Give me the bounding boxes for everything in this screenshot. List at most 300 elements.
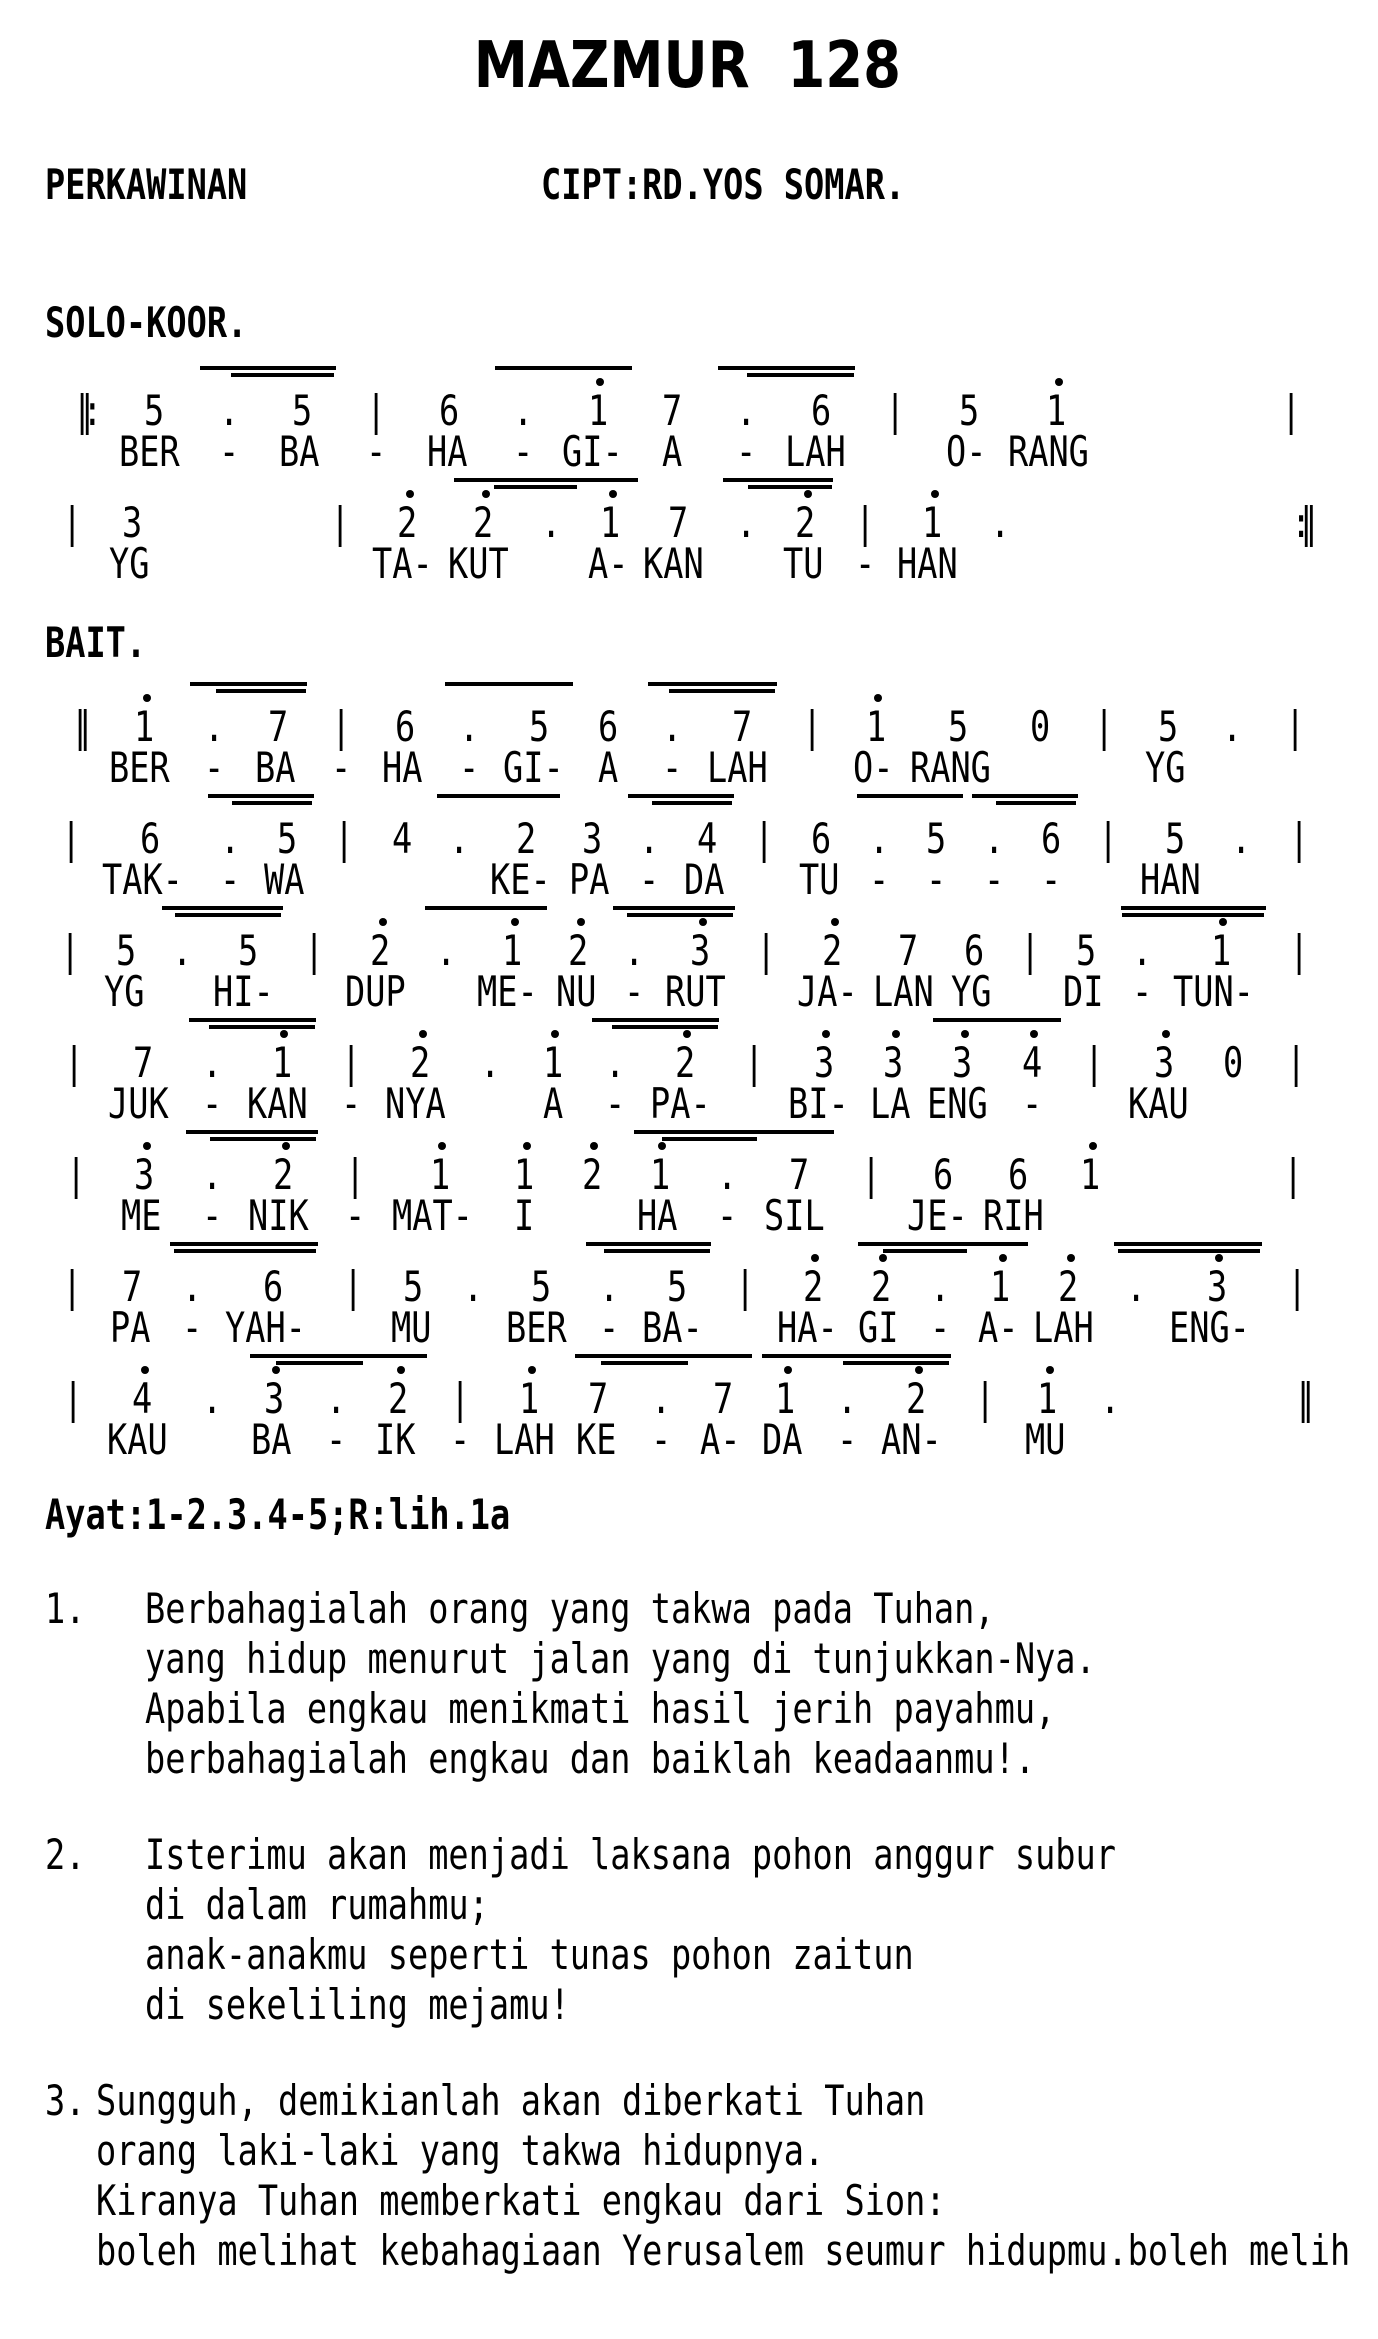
note <box>109 678 185 790</box>
beam <box>579 678 643 692</box>
lyric-syllable: LAH <box>1033 1303 1094 1352</box>
lyric-syllable: - <box>458 743 480 792</box>
barline <box>324 1126 392 1238</box>
note <box>268 362 342 474</box>
lyric-syllable: O- <box>946 427 987 476</box>
verse-line: Berbahagialah orang yang takwa pada Tuhan, <box>145 1584 995 1633</box>
note <box>1169 1238 1270 1350</box>
octave-dot <box>1109 376 1256 389</box>
duration-dot <box>165 1238 225 1350</box>
lyric-syllable: A <box>662 427 683 476</box>
note <box>643 474 719 586</box>
beam <box>665 902 741 916</box>
notation-glyph: | <box>1094 702 1115 751</box>
page-title-text: MAZMUR 128 <box>473 29 902 103</box>
duration-dot <box>819 1350 881 1462</box>
note <box>788 1014 864 1126</box>
notation-glyph: 0 <box>1223 1038 1244 1087</box>
duration-dot <box>973 474 1032 586</box>
verse-block <box>45 1584 1378 1784</box>
notation-glyph: 1 <box>865 702 886 751</box>
notation-glyph: 5 <box>276 814 298 863</box>
lyric-syllable: - <box>331 743 352 792</box>
beam <box>1109 362 1256 376</box>
lyric-syllable: - <box>345 1191 366 1240</box>
lyric-syllable: - <box>325 1415 347 1464</box>
lyric-syllable: - <box>639 855 660 904</box>
note <box>1025 790 1082 902</box>
lyric-syllable: HI- <box>213 967 274 1016</box>
notation-glyph: . <box>463 1262 484 1311</box>
note <box>846 678 910 790</box>
note <box>570 1350 632 1462</box>
notation-glyph: 1 <box>587 386 608 435</box>
spacer <box>1033 474 1271 586</box>
notation-glyph: 6 <box>1040 814 1062 863</box>
notation-glyph: | <box>860 1150 882 1199</box>
lyric-syllable: LA <box>870 1079 911 1128</box>
lyric-syllable: - <box>341 1079 362 1128</box>
beam <box>1204 1014 1267 1028</box>
beam <box>838 474 897 488</box>
verse-reference: Ayat:1-2.3.4-5;R:lih.1a <box>45 1490 511 1539</box>
beam <box>490 790 566 804</box>
notation-glyph: | <box>754 814 775 863</box>
verse-line: Sungguh, demikianlah akan diberkati Tuhan <box>95 2076 925 2125</box>
beam <box>778 474 837 488</box>
barline <box>1075 678 1139 790</box>
notation-glyph: 6 <box>140 814 161 863</box>
notation-line <box>45 1350 1330 1462</box>
note <box>785 362 861 474</box>
note <box>983 1126 1059 1238</box>
lyric-syllable: KAN <box>246 1079 308 1128</box>
lyric-syllable: BER <box>108 743 170 792</box>
duration-dot <box>609 902 665 1014</box>
note <box>493 1126 561 1238</box>
notation-glyph: 3 <box>582 814 603 863</box>
beam <box>322 1014 385 1028</box>
notation-glyph: 5 <box>238 926 259 975</box>
lyric-syllable: A- <box>977 1303 1019 1352</box>
beam <box>853 790 910 804</box>
beam <box>376 790 433 804</box>
lyric-syllable: KAU <box>107 1415 168 1464</box>
notation-glyph: 5 <box>1157 702 1179 751</box>
beam <box>707 678 783 692</box>
notation-glyph: | <box>343 1262 364 1311</box>
notation-glyph: 7 <box>133 1038 154 1087</box>
note <box>345 902 421 1014</box>
note <box>104 474 163 586</box>
notation-glyph: 7 <box>712 1374 734 1423</box>
verse-line: di sekeliling mejamu! <box>145 1980 570 2029</box>
beam <box>372 474 448 488</box>
beam <box>949 902 1005 916</box>
barline <box>1066 1014 1129 1126</box>
barline <box>1268 1350 1330 1462</box>
notation-glyph: . <box>512 386 534 435</box>
notation-glyph: . <box>598 1262 620 1311</box>
duration-dot <box>1202 678 1266 790</box>
barline <box>45 1126 113 1238</box>
barline <box>312 678 376 790</box>
notation-glyph: . <box>458 702 480 751</box>
note <box>650 1014 726 1126</box>
notation-glyph: | <box>365 386 386 435</box>
notation-glyph: 1 <box>990 1262 1011 1311</box>
lyric-syllable: PA <box>569 855 610 904</box>
notation-line <box>45 1238 1330 1350</box>
beam <box>45 902 101 916</box>
note <box>910 678 1011 790</box>
notation-glyph: | <box>1283 1150 1304 1199</box>
lyric-syllable: ENG- <box>1168 1303 1250 1352</box>
lyric-syllable: TAK- <box>102 855 184 904</box>
beam <box>225 1238 326 1252</box>
lyric-syllable: DUP <box>345 967 406 1016</box>
beam <box>632 1350 694 1364</box>
notation-glyph: 1 <box>271 1038 293 1087</box>
beam <box>164 474 313 488</box>
note <box>370 1350 432 1462</box>
beam <box>1019 1350 1081 1364</box>
notation-glyph: 6 <box>811 814 832 863</box>
notation-line <box>45 1014 1330 1126</box>
notation-glyph: 7 <box>267 702 288 751</box>
notation-glyph: 2 <box>870 1262 891 1311</box>
beam <box>927 1014 1003 1028</box>
note <box>490 790 566 902</box>
lyric-syllable: HAN <box>1139 855 1201 904</box>
duration-dot <box>524 474 583 586</box>
note <box>1003 1014 1066 1126</box>
lyric-syllable: A- <box>587 539 629 588</box>
lyric-syllable: JUK <box>107 1079 169 1128</box>
beam <box>846 678 910 692</box>
barline <box>717 1238 777 1350</box>
beam <box>105 1238 165 1252</box>
beam <box>1081 1350 1143 1364</box>
notation-glyph: 5 <box>528 702 549 751</box>
notation-glyph: | <box>744 1038 765 1087</box>
notation-glyph: 7 <box>789 1150 810 1199</box>
notation-glyph: 6 <box>963 926 985 975</box>
notation-glyph: 6 <box>932 1150 953 1199</box>
lyric-syllable: NU <box>555 967 597 1016</box>
notation-glyph: 1 <box>519 1374 540 1423</box>
notation-glyph: 5 <box>1076 926 1097 975</box>
lyric-syllable: A <box>598 743 619 792</box>
notation-line <box>45 1126 1330 1238</box>
notation-glyph: | <box>63 1374 84 1423</box>
verse-lines <box>96 2076 1378 2276</box>
notation-glyph: | <box>734 1262 755 1311</box>
beam <box>119 362 195 376</box>
barline <box>45 902 101 1014</box>
notation-glyph: | <box>975 1374 996 1423</box>
lyric-syllable: - <box>650 1415 671 1464</box>
beam <box>1005 902 1061 916</box>
lyric-syllable: ENG <box>926 1079 988 1128</box>
barline <box>326 1238 386 1350</box>
lyric-syllable: IK <box>375 1415 416 1464</box>
notation-glyph: 1 <box>600 498 621 547</box>
duration-dot <box>623 790 680 902</box>
verse-line: di dalam rumahmu; <box>145 1880 489 1929</box>
notation-glyph: || <box>70 702 81 751</box>
notation-glyph: 3 <box>1153 1038 1174 1087</box>
beam <box>566 790 623 804</box>
verse-number: 1. <box>45 1584 86 1633</box>
verses <box>45 1584 1378 2276</box>
notation-glyph: 4 <box>1021 1038 1042 1087</box>
notation-glyph: | <box>756 926 777 975</box>
duration-dot <box>440 678 504 790</box>
notation-glyph: 1 <box>502 926 523 975</box>
beam <box>45 678 109 692</box>
beam <box>183 1350 245 1364</box>
lyric-syllable: - <box>202 1079 223 1128</box>
notation-glyph: 6 <box>439 386 460 435</box>
beam <box>1082 790 1139 804</box>
notation-glyph: 1 <box>1046 386 1067 435</box>
duration-dot <box>587 1014 650 1126</box>
notation-glyph: 2 <box>568 926 589 975</box>
beam <box>650 1014 726 1028</box>
lyric-syllable: JA- <box>796 967 858 1016</box>
notation-glyph: . <box>1099 1374 1120 1423</box>
section-label-bait: BAIT. <box>45 618 147 667</box>
beam <box>696 1126 764 1140</box>
lyric-syllable: GI- <box>562 427 623 476</box>
note <box>503 678 579 790</box>
notation-glyph: | <box>1288 814 1309 863</box>
beam <box>324 1126 392 1140</box>
note <box>494 1350 570 1462</box>
notation-glyph: . <box>201 1150 222 1199</box>
beam <box>783 678 847 692</box>
note <box>113 1126 181 1238</box>
note <box>873 902 949 1014</box>
lyric-syllable: - <box>624 967 645 1016</box>
note <box>376 678 440 790</box>
notation-glyph: 2 <box>906 1374 927 1423</box>
beam <box>370 1350 432 1364</box>
note <box>1019 1350 1081 1462</box>
beam <box>788 1014 864 1028</box>
section-solo-koor <box>45 300 1378 586</box>
beam <box>261 790 318 804</box>
duration-dot <box>1109 1238 1169 1350</box>
notation-glyph: 4 <box>132 1374 153 1423</box>
barline <box>45 1014 108 1126</box>
beam <box>45 1238 105 1252</box>
beam <box>45 1014 108 1028</box>
beam <box>213 902 289 916</box>
note <box>638 362 712 474</box>
duration-dot <box>1081 1350 1143 1462</box>
notation-glyph: . <box>837 1374 858 1423</box>
lyric-syllable: YG <box>103 967 145 1016</box>
octave-dot <box>1143 1364 1267 1377</box>
beam <box>561 1126 629 1140</box>
lyric-syllable: DA <box>684 855 725 904</box>
barline <box>1267 1014 1330 1126</box>
octave-dot <box>1033 488 1271 501</box>
beam <box>345 902 421 916</box>
duration-dot <box>853 790 910 902</box>
verse-line: Kiranya Tuhan memberkati engkau dari Sion: <box>95 2176 946 2225</box>
lyric-syllable: MAT- <box>391 1191 473 1240</box>
beam <box>248 678 312 692</box>
barline <box>1262 1126 1330 1238</box>
notation-glyph: 7 <box>668 498 689 547</box>
notation-glyph: 5 <box>958 386 980 435</box>
beam <box>1268 1350 1330 1364</box>
barline <box>1082 790 1139 902</box>
beam <box>1202 678 1266 692</box>
lyric-syllable: A- <box>700 1415 741 1464</box>
barline <box>322 1014 385 1126</box>
lyric-syllable: NIK <box>248 1191 309 1240</box>
notation-glyph: 1 <box>429 1150 450 1199</box>
lyric-syllable: ME- <box>476 967 538 1016</box>
lyric-syllable: YG <box>108 539 150 588</box>
notation-glyph: | <box>304 926 325 975</box>
beam <box>289 902 345 916</box>
lyric-syllable: - <box>735 427 757 476</box>
lyric-syllable: - <box>450 1415 471 1464</box>
beam <box>1075 678 1139 692</box>
notation-glyph: . <box>639 814 660 863</box>
verse-line: orang laki-laki yang takwa hidupnya. <box>95 2126 824 2175</box>
lyric-syllable: BI- <box>788 1079 849 1128</box>
notation-glyph: . <box>1126 1262 1147 1311</box>
note <box>248 1126 324 1238</box>
notation-glyph: | <box>1287 1262 1308 1311</box>
notation-glyph: 2 <box>822 926 843 975</box>
notation-glyph: 3 <box>133 1150 155 1199</box>
lyric-syllable: BER <box>118 427 180 476</box>
note <box>562 362 638 474</box>
octave-dot <box>164 488 313 501</box>
beam <box>1256 362 1330 376</box>
beam <box>461 1014 524 1028</box>
note <box>795 790 852 902</box>
notation-glyph: :|| <box>1290 498 1306 547</box>
notation-glyph: 2 <box>802 1262 823 1311</box>
lyric-syllable: - <box>1132 967 1153 1016</box>
notation-glyph: 4 <box>391 814 412 863</box>
lyric-syllable: PA <box>109 1303 151 1352</box>
notation-glyph: | <box>1280 386 1301 435</box>
beam <box>421 902 477 916</box>
spacer <box>1143 1350 1267 1462</box>
beam <box>1127 1126 1262 1140</box>
barline <box>1274 902 1330 1014</box>
lyric-syllable: - <box>1021 1079 1042 1128</box>
notation-glyph: | <box>329 498 351 547</box>
lyric-syllable: KAU <box>1128 1079 1190 1128</box>
notation-glyph: . <box>605 1038 626 1087</box>
note <box>1059 1126 1127 1238</box>
lyric-syllable: - <box>837 1415 858 1464</box>
note <box>245 1350 307 1462</box>
note <box>392 1126 493 1238</box>
beam <box>318 790 375 804</box>
duration-dot <box>446 1238 506 1350</box>
notation-glyph: | <box>885 386 906 435</box>
notation-glyph: 4 <box>696 814 718 863</box>
beam <box>1169 1238 1270 1252</box>
beam <box>493 1126 561 1140</box>
notation-glyph: 3 <box>1206 1262 1228 1311</box>
note <box>778 474 837 586</box>
duration-dot <box>1117 902 1173 1014</box>
barline <box>318 790 375 902</box>
lyric-syllable: HA <box>382 743 423 792</box>
composer-credit: CIPT:RD.YOS SOMAR. <box>540 160 905 209</box>
notation-glyph: 1 <box>1037 1374 1058 1423</box>
beam <box>717 1238 777 1252</box>
note <box>1128 1014 1204 1126</box>
lyric-syllable: - <box>717 1191 738 1240</box>
beam <box>681 790 738 804</box>
notation-glyph: | <box>345 1150 366 1199</box>
lyric-syllable: LAN <box>872 967 934 1016</box>
barline <box>840 1126 908 1238</box>
notation-glyph: 2 <box>581 1150 603 1199</box>
duration-dot <box>489 362 563 474</box>
verse-lines <box>145 1584 1333 1784</box>
notation-glyph: | <box>450 1374 471 1423</box>
beam <box>104 474 163 488</box>
lyric-syllable: - <box>983 855 1004 904</box>
note <box>386 1238 446 1350</box>
notation-glyph: . <box>325 1374 347 1423</box>
note <box>853 1238 913 1350</box>
lyric-syllable: YG <box>951 967 992 1016</box>
notation-glyph: 2 <box>795 498 816 547</box>
duration-dot <box>461 1014 524 1126</box>
beam <box>45 1126 113 1140</box>
lyric-syllable: KE <box>575 1415 617 1464</box>
note <box>247 1014 323 1126</box>
notation-line <box>45 362 1330 474</box>
lyric-syllable: - <box>203 743 225 792</box>
note <box>935 362 1009 474</box>
notation-glyph: . <box>219 814 240 863</box>
lyric-syllable: WA <box>264 855 305 904</box>
barline <box>1270 474 1329 586</box>
spacer <box>1127 1126 1262 1238</box>
beam <box>583 474 642 488</box>
lyric-syllable: NYA <box>385 1079 446 1128</box>
verse-line: anak-anakmu seperti tunas pohon zaitun <box>145 1930 914 1979</box>
beam <box>873 902 949 916</box>
lyric-syllable: - <box>218 427 239 476</box>
lyric-syllable: BA <box>254 743 296 792</box>
notation-glyph: | <box>60 926 81 975</box>
notation-glyph: 7 <box>897 926 919 975</box>
lyric-syllable: I <box>514 1191 535 1240</box>
beam <box>1267 1014 1330 1028</box>
duration-dot <box>719 474 778 586</box>
lyric-syllable: GI- <box>503 743 565 792</box>
note <box>261 790 318 902</box>
lyric-syllable: LAH <box>785 427 846 476</box>
